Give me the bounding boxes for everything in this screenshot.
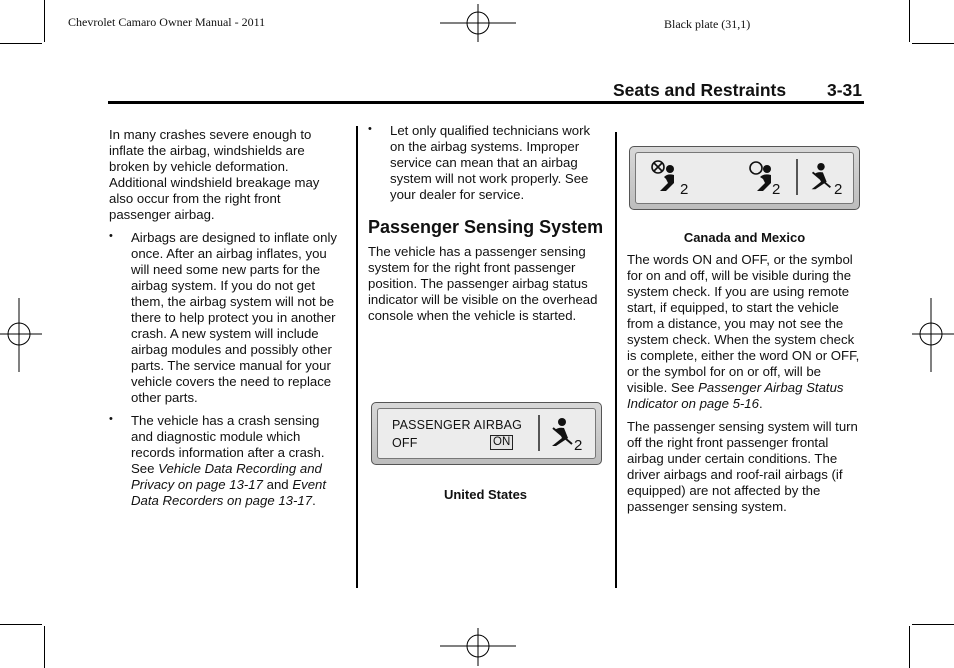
divider <box>796 159 798 195</box>
bullet-mark: • <box>109 413 113 425</box>
crop-mark <box>44 0 45 42</box>
seat-number: 2 <box>574 437 583 454</box>
bullet-mark: • <box>368 123 372 135</box>
intro-paragraph: In many crashes severe enough to inflate the airbag, windshields are broken by vehicle deformation. Additional windshield breakage may also occur from the right front passenger airbag. <box>109 127 320 222</box>
list-item <box>109 413 345 509</box>
seatbelt-passenger-icon <box>806 160 836 194</box>
section-title: Seats and Restraints <box>613 80 787 100</box>
header-rule <box>108 101 864 104</box>
registration-mark-bottom <box>440 626 516 668</box>
bullet-mark: • <box>109 230 113 242</box>
airbag-off-icon <box>646 159 682 195</box>
indicator-label: PASSENGER AIRBAG <box>392 418 523 432</box>
on-label: ON <box>490 435 513 450</box>
paragraph-text: The words ON and OFF, or the symbol for on and off, will be visible during the system check. If you are using remote start, if equipped, to start the vehicle from a distance, you may not see the system check. When the system check is complete, either the word ON or OFF, or the symbol for on or off, will be visible. See <box>627 252 860 395</box>
bullet-text: . <box>312 493 316 508</box>
figure-caption: Canada and Mexico <box>683 230 806 245</box>
column-divider <box>356 126 358 588</box>
indicator-display <box>377 408 596 459</box>
us-airbag-indicator <box>371 402 602 465</box>
paragraph-text: . <box>758 396 763 411</box>
seat-number: 2 <box>834 181 843 198</box>
figure-caption: United States <box>443 487 528 502</box>
crop-mark <box>0 624 42 625</box>
crop-mark <box>44 626 45 668</box>
seat-number: 2 <box>680 181 689 198</box>
cross-reference-link[interactable]: Vehicle Data Recording and Privacy on page 13-17 <box>131 461 322 492</box>
crop-mark <box>909 0 910 42</box>
seat-number: 2 <box>772 181 781 198</box>
section-heading: Passenger Sensing System <box>368 217 604 237</box>
crop-mark <box>909 626 910 668</box>
body-paragraph: The passenger sensing system will turn off the right front passenger frontal airbag under certain conditions. The driver airbags and roof-rail airbags (if equipped) are not affected by the passenger sensing system. <box>627 419 858 514</box>
column-2 <box>368 123 604 331</box>
registration-mark-right <box>912 298 954 372</box>
crop-mark <box>912 624 954 625</box>
canada-mexico-airbag-indicator <box>629 146 860 210</box>
cross-reference-link[interactable]: Event Data Recorders on page 13-17 <box>131 477 327 508</box>
indicator-display <box>635 152 854 204</box>
column-1 <box>109 127 345 516</box>
body-paragraph: The vehicle has a passenger sensing system for the right front passenger position. The passenger airbag status indicator will be visible on the overhead console when the vehicle is started. <box>368 244 598 323</box>
column-3 <box>627 252 863 522</box>
list-item <box>109 230 345 406</box>
bullet-text: and <box>262 477 293 492</box>
list-item <box>368 123 604 203</box>
crop-mark <box>912 43 954 44</box>
crop-mark <box>0 43 42 44</box>
bullet-text: Airbags are designed to inflate only once. After an airbag inflates, you will need some new parts for the airbag system. If you do not get them, the airbag system will not be there to help protect you in another crash. A new system will include airbag modules and possibly other parts. The service manual for your vehicle covers the need to replace other parts. <box>131 230 338 405</box>
page-number: 3-31 <box>827 80 863 100</box>
divider <box>538 415 540 451</box>
registration-mark-top <box>440 2 516 44</box>
registration-mark-left <box>0 298 42 372</box>
bullet-text: The vehicle has a crash sensing and diagnostic module which records information after a crash. See <box>131 413 325 476</box>
cross-reference-link[interactable]: Passenger Airbag Status Indicator on page 5-16 <box>627 380 844 411</box>
bullet-text: Let only qualified technicians work on the airbag systems. Improper service can mean that an airbag system will not work properly. See your dealer for service. <box>390 123 591 202</box>
manual-title: Chevrolet Camaro Owner Manual - 2011 <box>68 15 266 29</box>
column-divider <box>615 132 617 588</box>
off-label: OFF <box>392 436 418 450</box>
body-paragraph <box>627 252 863 412</box>
plate-label: Black plate (31,1) <box>664 17 751 31</box>
